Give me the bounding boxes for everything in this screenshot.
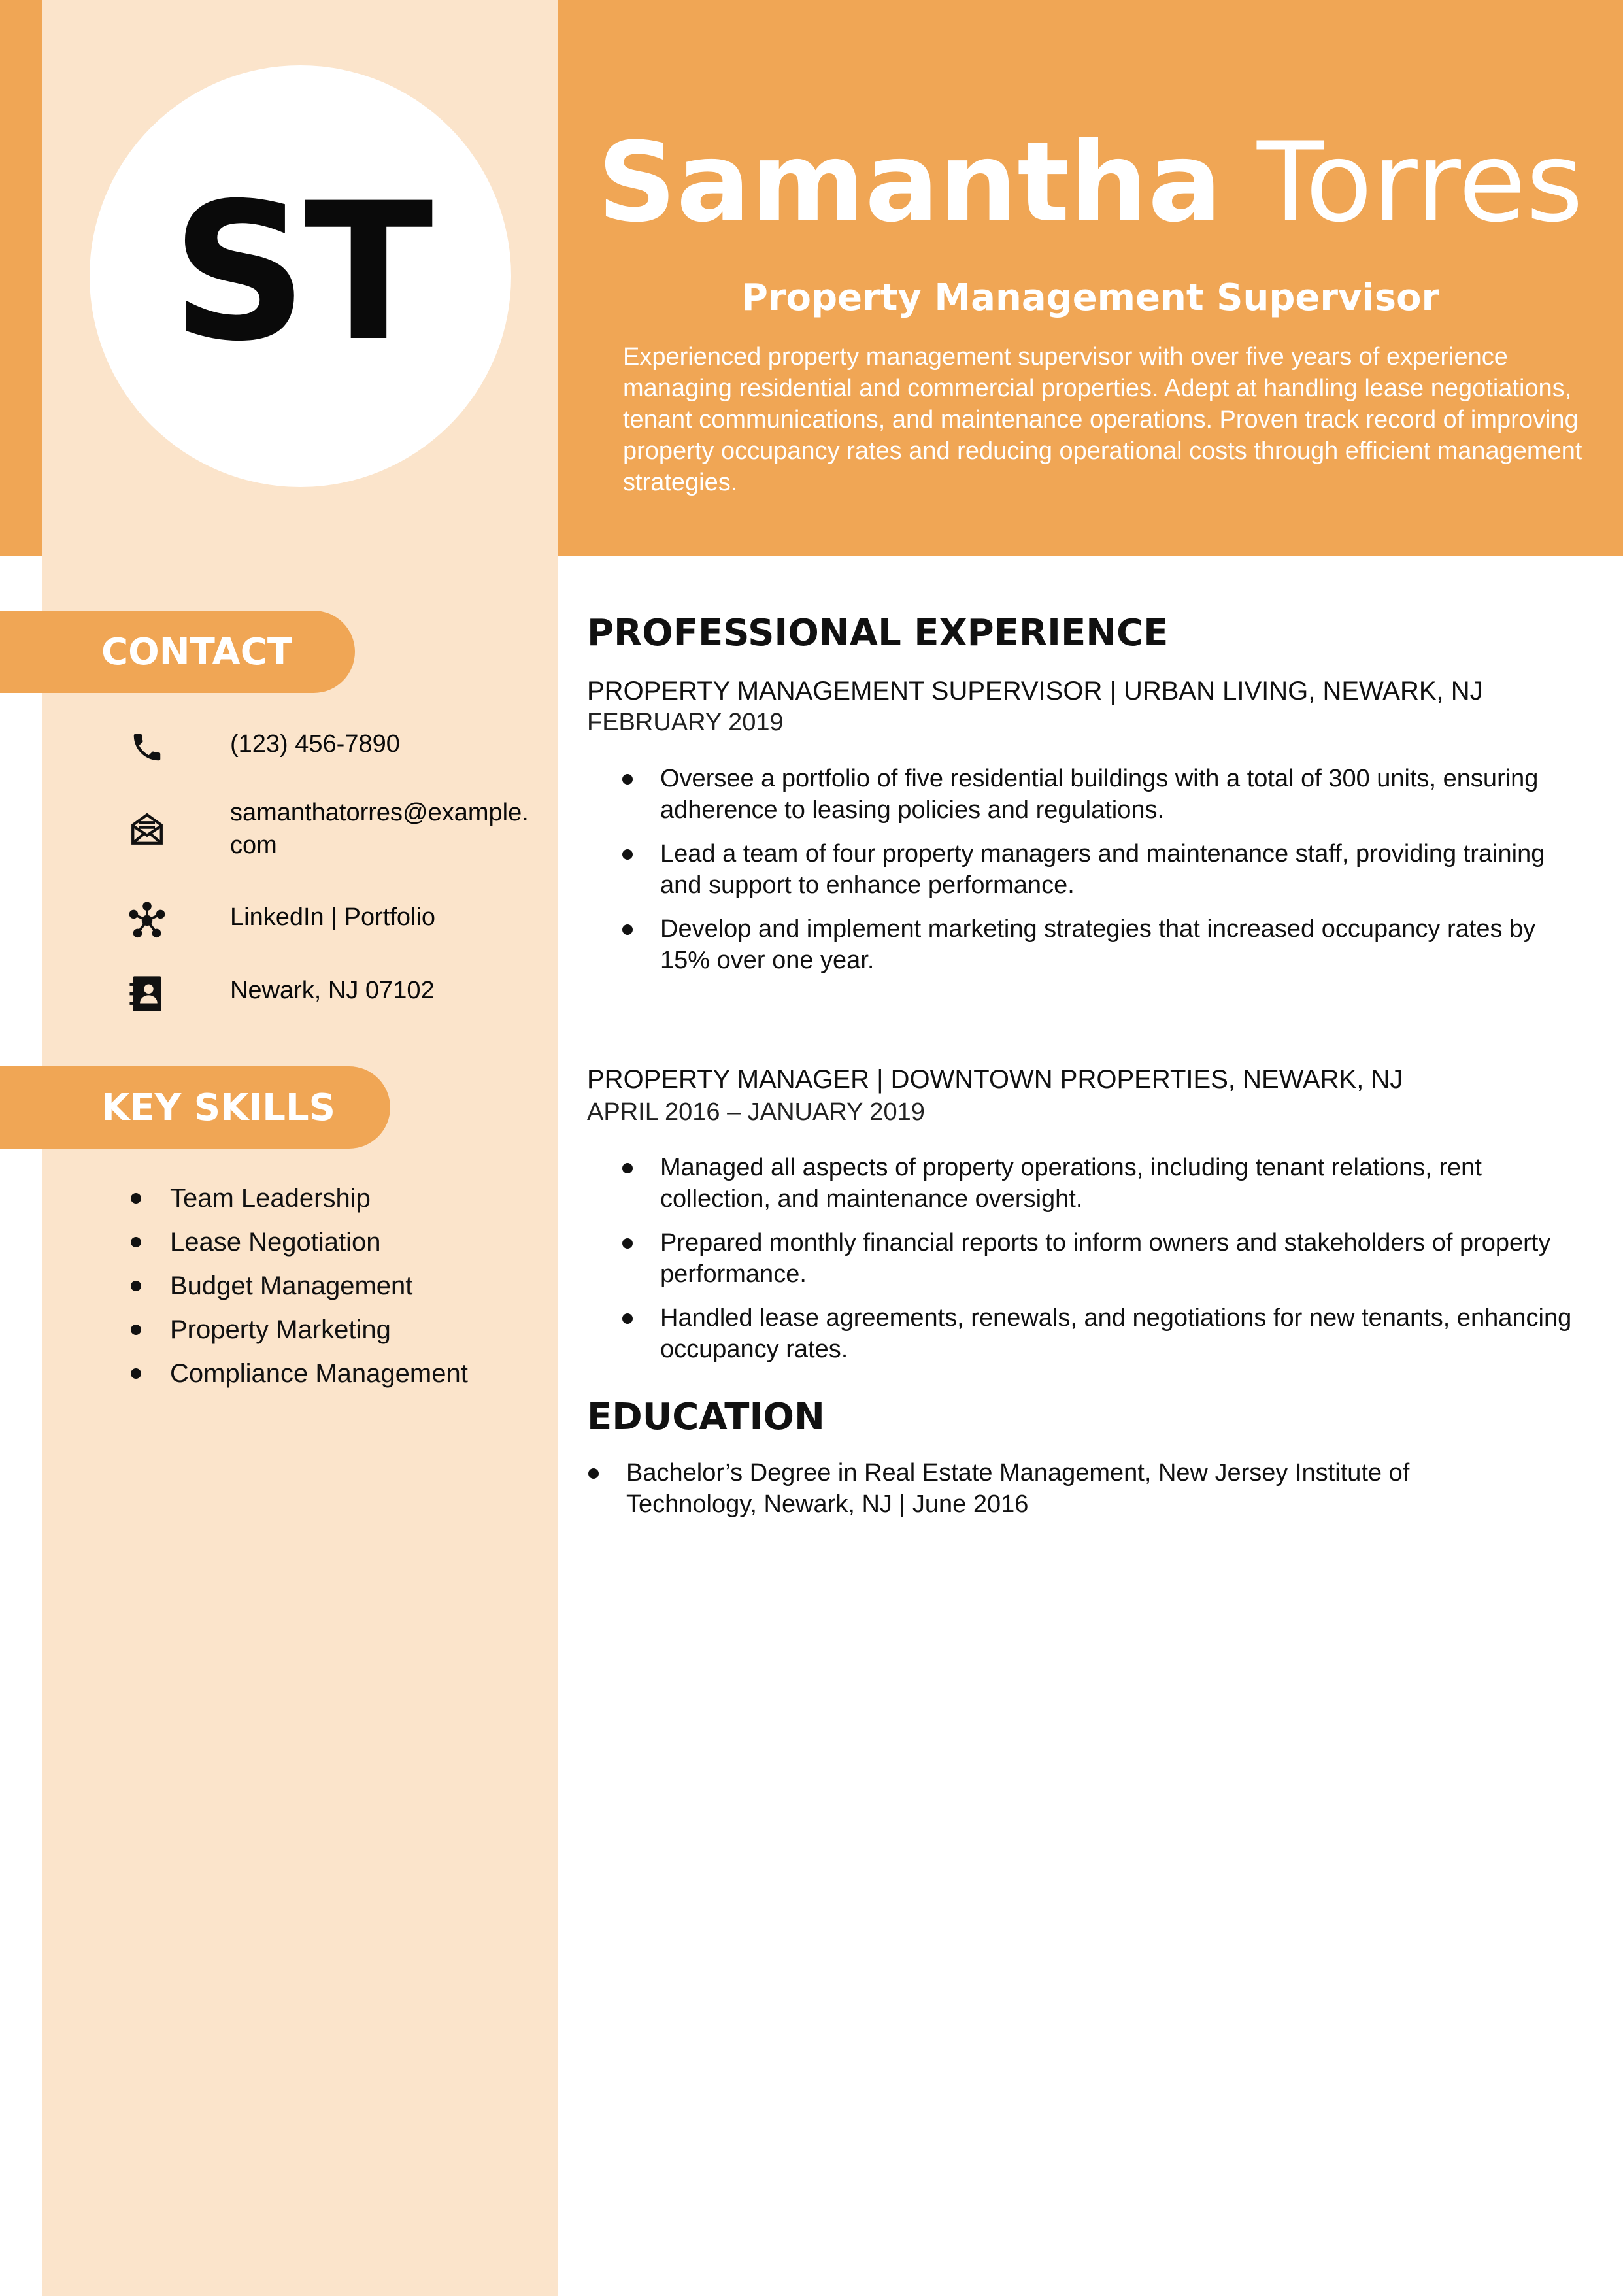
contact-address (127, 974, 537, 1013)
phone-icon (127, 728, 167, 767)
job-bullets-2 (621, 1152, 1575, 1377)
network-icon (127, 901, 167, 940)
list-item: Develop and implement marketing strategies that increased occupancy rates by 15% over one year. (621, 913, 1575, 976)
last-name: Torres (1256, 118, 1584, 246)
job-dates-1: FEBRUARY 2019 (587, 709, 784, 736)
list-item: Lead a team of four property managers and maintenance staff, providing training and support to enhance performance. (621, 838, 1575, 901)
education-heading: EDUCATION (587, 1396, 825, 1438)
job-title: Property Management Supervisor (741, 277, 1440, 319)
email-icon (127, 809, 167, 849)
education-item: Bachelor’s Degree in Real Estate Management, New Jersey Institute of Technology, Newark, NJ | June 2016 (587, 1457, 1535, 1520)
skill-item: Lease Negotiation (131, 1221, 468, 1264)
profile-summary: Experienced property management supervisor with over five years of experience managing residential and commercial properties. Adept at handling lease negotiations, tenant communications, and maintenance operations. Proven track record of improving property occupancy rates and reducing operational costs through efficient management strategies. (623, 343, 1582, 496)
skill-item: Compliance Management (131, 1352, 468, 1396)
profile-links[interactable]: LinkedIn | Portfolio (230, 903, 436, 931)
skill-item: Team Leadership (131, 1177, 468, 1221)
experience-heading: PROFESSIONAL EXPERIENCE (587, 612, 1169, 654)
list-item: Oversee a portfolio of five residential buildings with a total of 300 units, ensuring adherence to leasing policies and regulations. (621, 763, 1575, 826)
job-role-1: PROPERTY MANAGEMENT SUPERVISOR | URBAN LIVING, NEWARK, NJ (587, 677, 1483, 705)
monogram-initials: ST (171, 162, 429, 383)
location: Newark, NJ 07102 (230, 977, 435, 1004)
skills-list (131, 1177, 468, 1396)
list-item: Managed all aspects of property operations, including tenant relations, rent collection, and maintenance oversight. (621, 1152, 1575, 1215)
contact-phone (127, 728, 537, 767)
job-role-2: PROPERTY MANAGER | DOWNTOWN PROPERTIES, NEWARK, NJ (587, 1065, 1403, 1094)
contact-links (127, 901, 537, 940)
monogram-circle (90, 65, 511, 487)
accent-edge-strip (0, 0, 42, 556)
list-item: Handled lease agreements, renewals, and negotiations for new tenants, enhancing occupancy rates. (621, 1302, 1575, 1365)
job-bullets-1 (621, 763, 1575, 988)
contact-heading: CONTACT (0, 611, 355, 693)
job-dates-2: APRIL 2016 – JANUARY 2019 (587, 1098, 925, 1126)
key-skills-heading: KEY SKILLS (0, 1066, 390, 1149)
contact-email (127, 796, 537, 862)
candidate-name (558, 118, 1623, 246)
address-book-icon (127, 974, 167, 1013)
email-address[interactable]: samanthatorres@example.com (230, 799, 529, 859)
list-item: Prepared monthly financial reports to inform owners and stakeholders of property performance. (621, 1227, 1575, 1290)
first-name: Samantha (597, 118, 1222, 246)
skill-item: Property Marketing (131, 1308, 468, 1352)
education-list (587, 1457, 1535, 1532)
skill-item: Budget Management (131, 1264, 468, 1308)
phone-number[interactable]: (123) 456-7890 (230, 730, 400, 758)
